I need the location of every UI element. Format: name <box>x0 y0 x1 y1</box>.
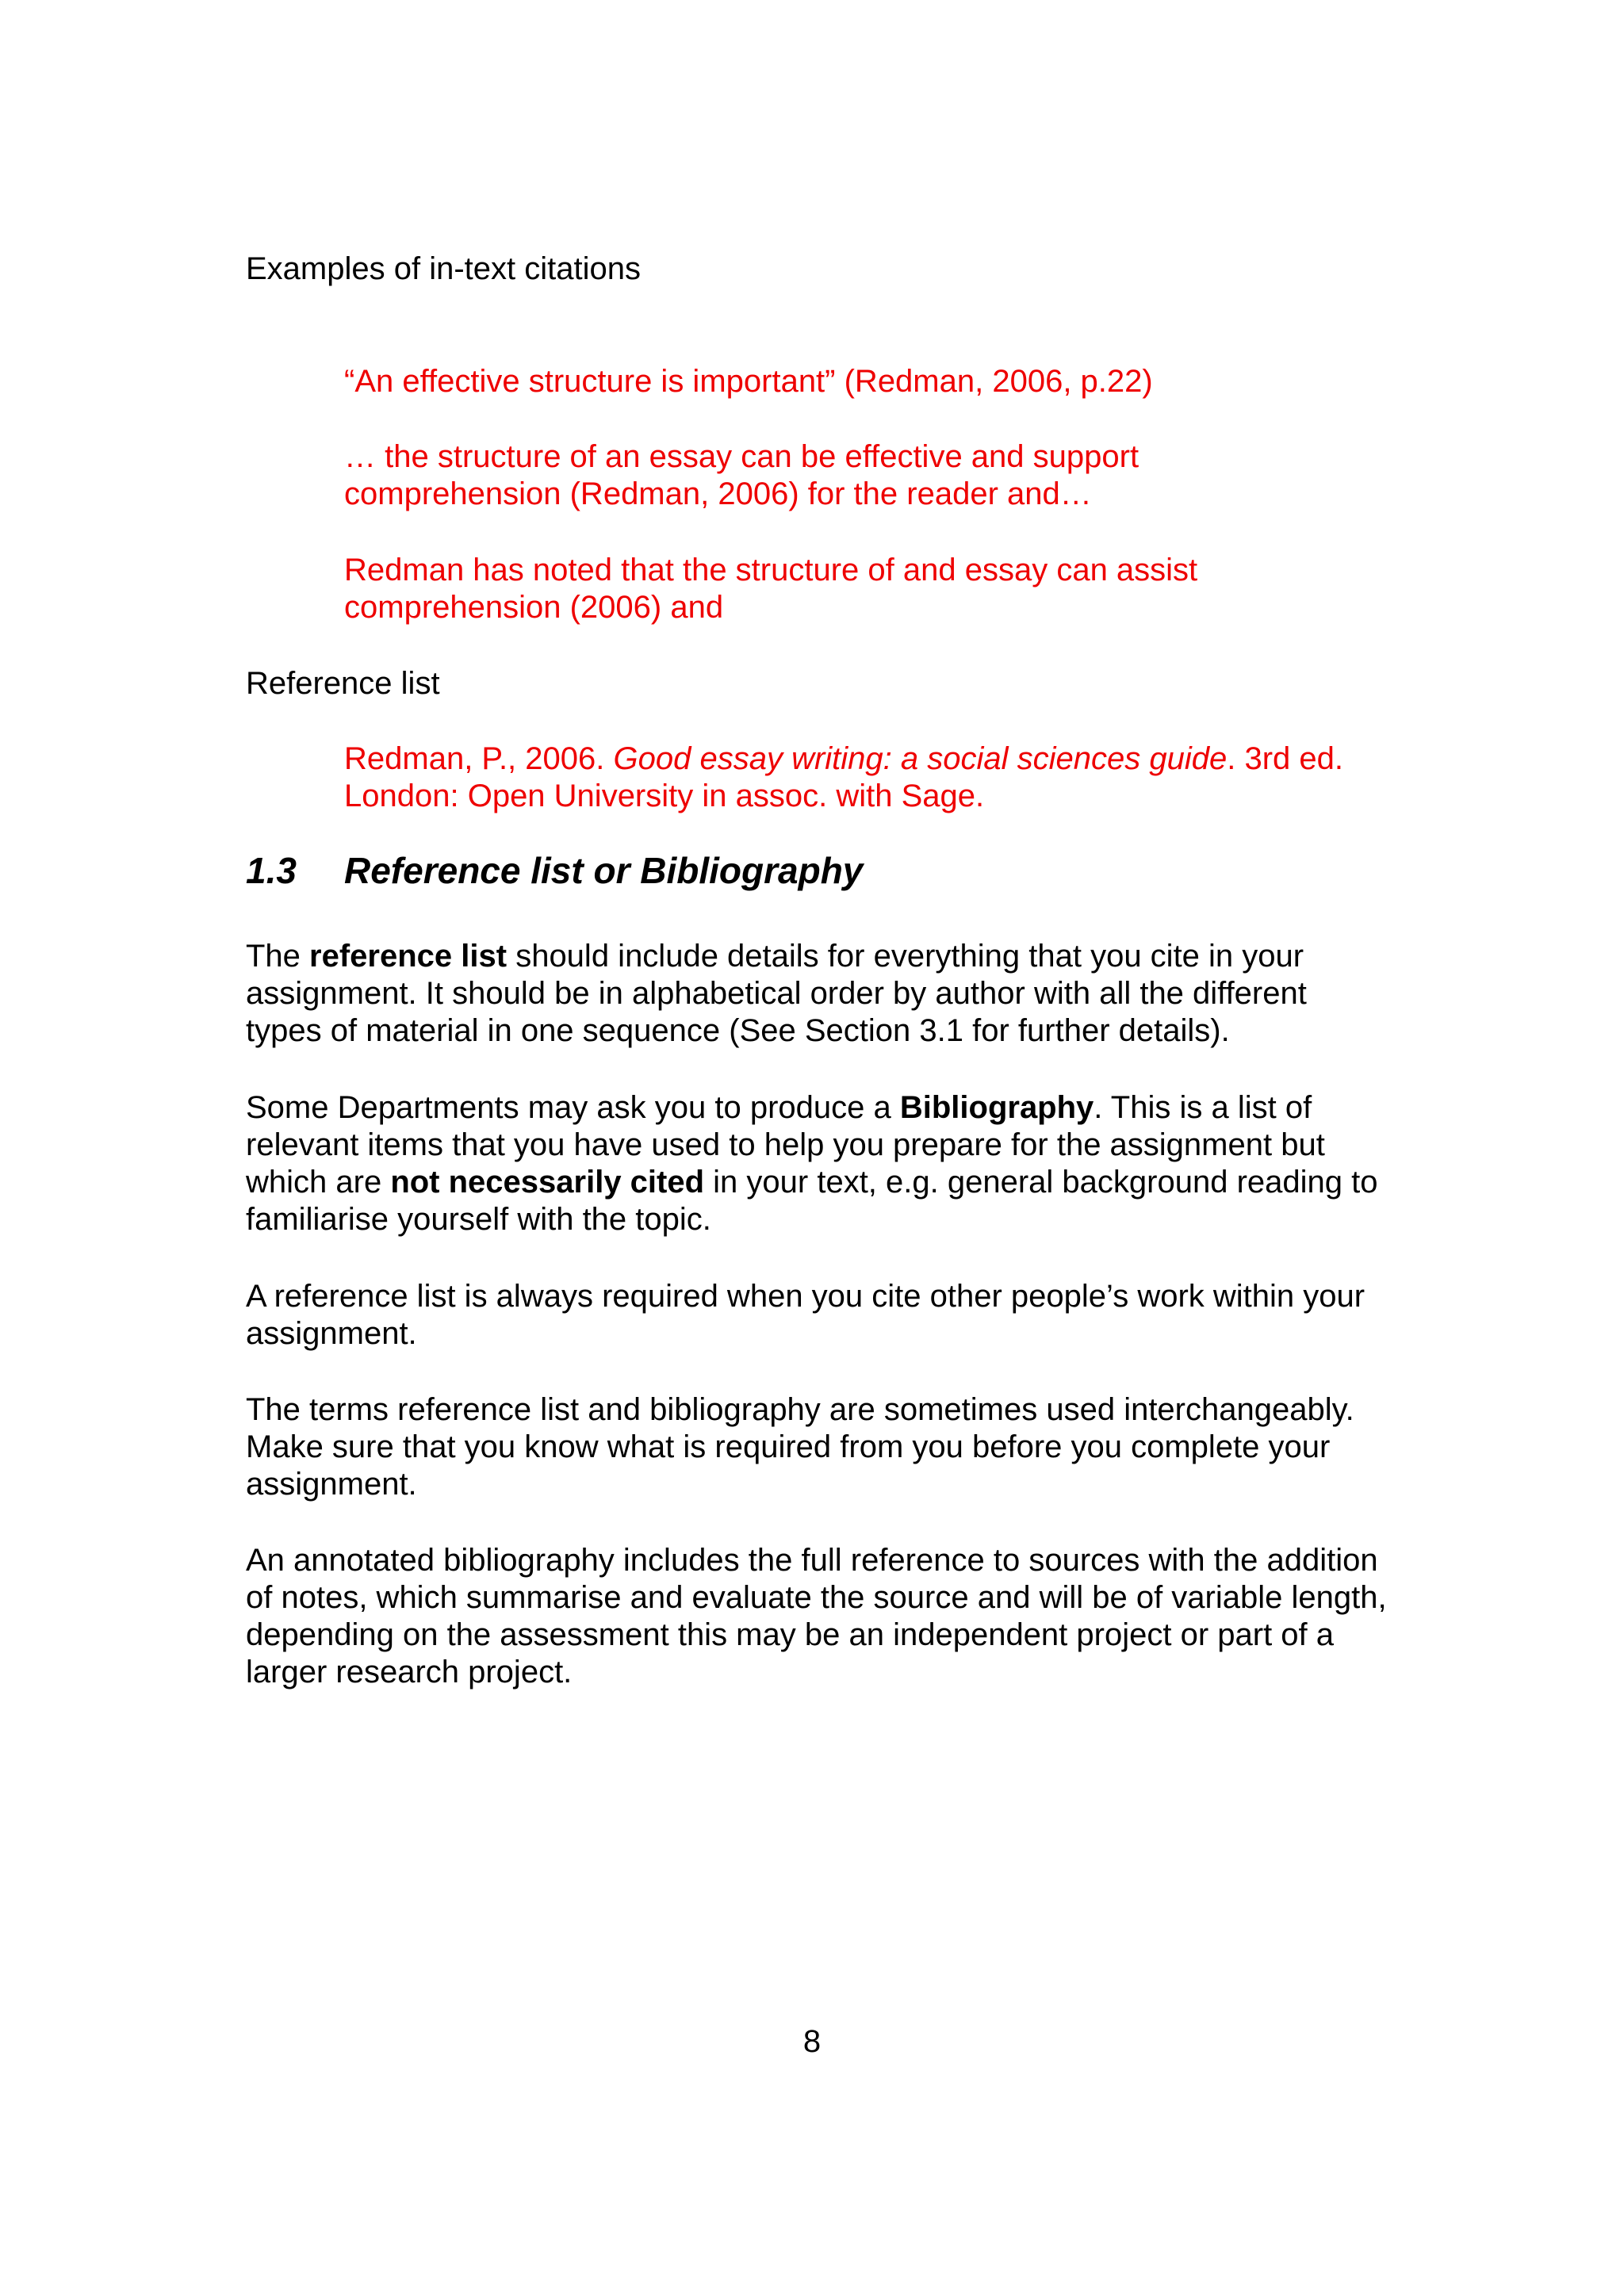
paragraph-text: The <box>246 939 310 974</box>
reference-list-label: Reference list <box>246 666 440 701</box>
paragraph-annotated-bibliography: An annotated bibliography includes the full reference to sources with the addition of notes, which summarise and evaluate the source and will be of variable length, depending on the assessment this may be an independent project or part of a larger research project. <box>246 1543 1387 1689</box>
paragraph-text: should include details for everything that you cite in your assignment. It should be in alphabetical order by author with all the different types of material in one sequence (See Section 3.1 for further details). <box>246 939 1307 1048</box>
bold-term-bibliography: Bibliography <box>899 1090 1094 1125</box>
paragraph-bibliography <box>246 1089 1388 1238</box>
section-heading <box>246 849 863 892</box>
section-number: 1.3 <box>246 850 297 891</box>
reference-rest: . 3rd ed. London: Open University in assoc. with Sage. <box>344 741 1343 813</box>
reference-title: Good essay writing: a social sciences guide <box>613 741 1228 776</box>
citation-example-1: “An effective structure is important” (Redman, 2006, p.22) <box>344 364 1153 399</box>
bold-term-reference-list: reference list <box>309 939 508 974</box>
paragraph-text: Some Departments may ask you to produce a <box>246 1090 900 1125</box>
examples-label: Examples of in-text citations <box>246 251 641 286</box>
paragraph-text: in your text, e.g. general background reading to familiarise yourself with the topic. <box>246 1165 1378 1237</box>
paragraph-reference-list <box>246 938 1388 1050</box>
section-title: Reference list or Bibliography <box>344 850 864 891</box>
paragraph-always-required: A reference list is always required when you cite other people’s work within your assignment. <box>246 1279 1365 1351</box>
page-number: 8 <box>802 2024 822 2059</box>
citation-example-3: Redman has noted that the structure of and essay can assist comprehension (2006) and <box>344 553 1198 625</box>
citation-example-2: … the structure of an essay can be effective and support comprehension (Redman, 2006) for the reader and… <box>344 439 1139 511</box>
paragraph-terms-interchangeable: The terms reference list and bibliography are sometimes used interchangeably. Make sure that you know what is required from you before you complete your assignment. <box>246 1392 1354 1502</box>
paragraph-text: . This is a list of relevant items that you have used to help you prepare for the assignment but which are <box>246 1090 1325 1200</box>
reference-entry <box>344 740 1375 815</box>
bold-term-not-necessarily-cited: not necessarily cited <box>390 1165 705 1200</box>
reference-author-year: Redman, P., 2006. <box>344 741 614 776</box>
